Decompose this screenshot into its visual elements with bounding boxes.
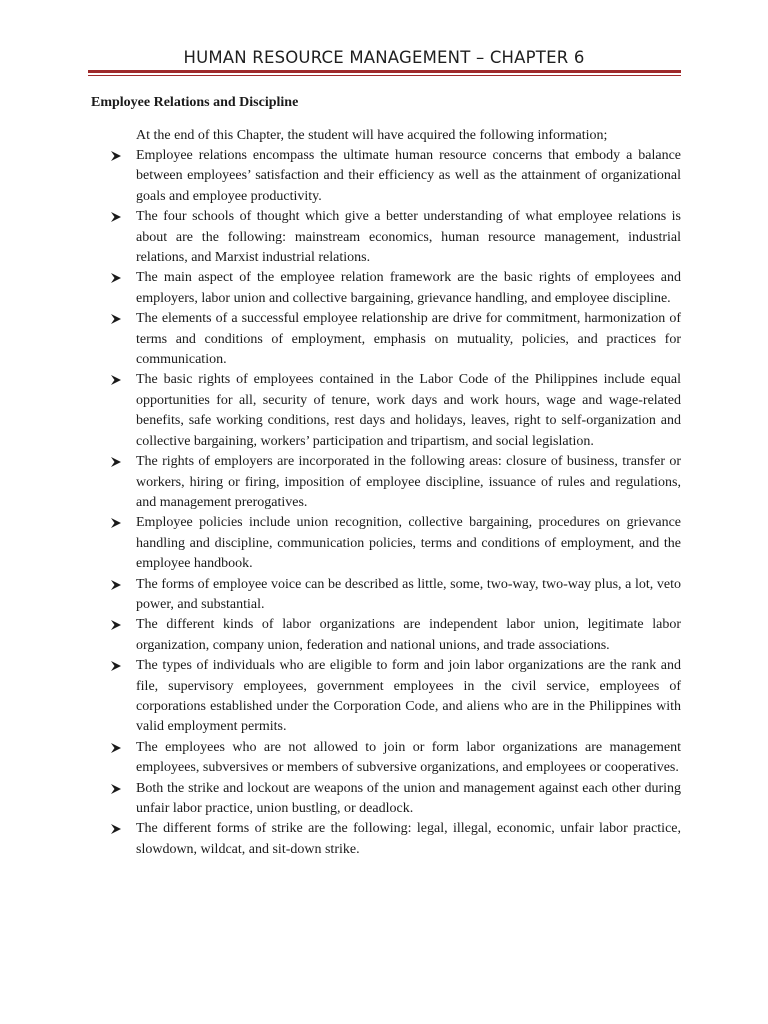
bullet-item xyxy=(110,819,681,860)
intro-paragraph: At the end of this Chapter, the student will have acquired the following information; xyxy=(136,128,608,143)
bullet-item xyxy=(110,656,681,738)
arrow-bullet-icon xyxy=(110,517,122,529)
arrow-bullet-icon xyxy=(110,456,122,468)
arrow-bullet-icon xyxy=(110,374,122,386)
arrow-bullet-icon xyxy=(110,579,122,591)
arrow-bullet-icon xyxy=(110,150,122,162)
header-rule-thin xyxy=(88,75,681,76)
arrow-bullet-icon xyxy=(110,313,122,325)
header-rule-thick xyxy=(88,70,681,73)
bullet-item xyxy=(110,513,681,574)
bullet-item xyxy=(110,309,681,370)
bullet-text: The elements of a successful employee relationship are drive for commitment, harmonization of terms and conditions of employment, emphasis on mutuality, policies, and practices for communication. xyxy=(136,311,681,368)
arrow-bullet-icon xyxy=(110,783,122,795)
arrow-bullet-icon xyxy=(110,272,122,284)
bullet-text: The forms of employee voice can be described as little, some, two-way, two-way plus, a lot, veto power, and substantial. xyxy=(136,576,681,612)
bullet-text: The different kinds of labor organizations are independent labor union, legitimate labor organization, company union, federation and national unions, and trade associations. xyxy=(136,617,681,653)
bullet-list xyxy=(110,146,681,860)
bullet-item xyxy=(110,615,681,656)
bullet-text: Both the strike and lockout are weapons of the union and management against each other during unfair labor practice, union bustling, or deadlock. xyxy=(136,780,681,816)
bullet-text: The different forms of strike are the following: legal, illegal, economic, unfair labor practice, slowdown, wildcat, and sit-down strike. xyxy=(136,821,681,857)
bullet-text: The basic rights of employees contained in the Labor Code of the Philippines include equal opportunities for all, security of tenure, work days and work hours, wage and wage-related benefits, safe working conditions, rest days and holidays, leaves, right to self-organization and collective bargaining, workers’ participation and tripartism, and social legislation. xyxy=(136,372,681,449)
arrow-bullet-icon xyxy=(110,742,122,754)
bullet-text: The four schools of thought which give a better understanding of what employee relations is about are the following: mainstream economics, human resource management, industrial relations, and Marxist industrial relations. xyxy=(136,209,681,266)
arrow-bullet-icon xyxy=(110,823,122,835)
bullet-item xyxy=(110,268,681,309)
bullet-text: The employees who are not allowed to join or form labor organizations are management employees, subversives or members of subversive organizations, and employees or cooperatives. xyxy=(136,739,681,776)
bullet-item xyxy=(110,146,681,207)
arrow-bullet-icon xyxy=(110,619,122,631)
bullet-text: Employee policies include union recognition, collective bargaining, procedures on grievance handling and discipline, communication policies, terms and conditions of employment, and the employee handbook. xyxy=(136,515,681,572)
bullet-item xyxy=(110,575,681,616)
bullet-item xyxy=(110,738,681,779)
bullet-item xyxy=(110,452,681,513)
arrow-bullet-icon xyxy=(110,211,122,223)
page-header-title: HUMAN RESOURCE MANAGEMENT – CHAPTER 6 xyxy=(183,48,585,67)
bullet-text: The types of individuals who are eligible to form and join labor organizations are the rank and file, supervisory employees, government employees in the civil service, employees of corporations established under the Corporation Code, and aliens who are in the Philippines with valid employment permits. xyxy=(136,658,681,735)
bullet-text: Employee relations encompass the ultimate human resource concerns that embody a balance between employees’ satisfaction and their efficiency as well as the attainment of organizational goals and employee productivity. xyxy=(136,148,681,204)
arrow-bullet-icon xyxy=(110,660,122,672)
section-heading: Employee Relations and Discipline xyxy=(91,95,299,110)
bullet-item xyxy=(110,779,681,820)
bullet-text: The main aspect of the employee relation framework are the basic rights of employees and employers, labor union and collective bargaining, grievance handling, and employee discipline. xyxy=(136,270,681,306)
bullet-item xyxy=(110,207,681,268)
bullet-text: The rights of employers are incorporated in the following areas: closure of business, transfer or workers, hiring or firing, imposition of employee discipline, issuance of rules and regulations, and management prerogatives. xyxy=(136,454,681,510)
bullet-item xyxy=(110,370,681,452)
